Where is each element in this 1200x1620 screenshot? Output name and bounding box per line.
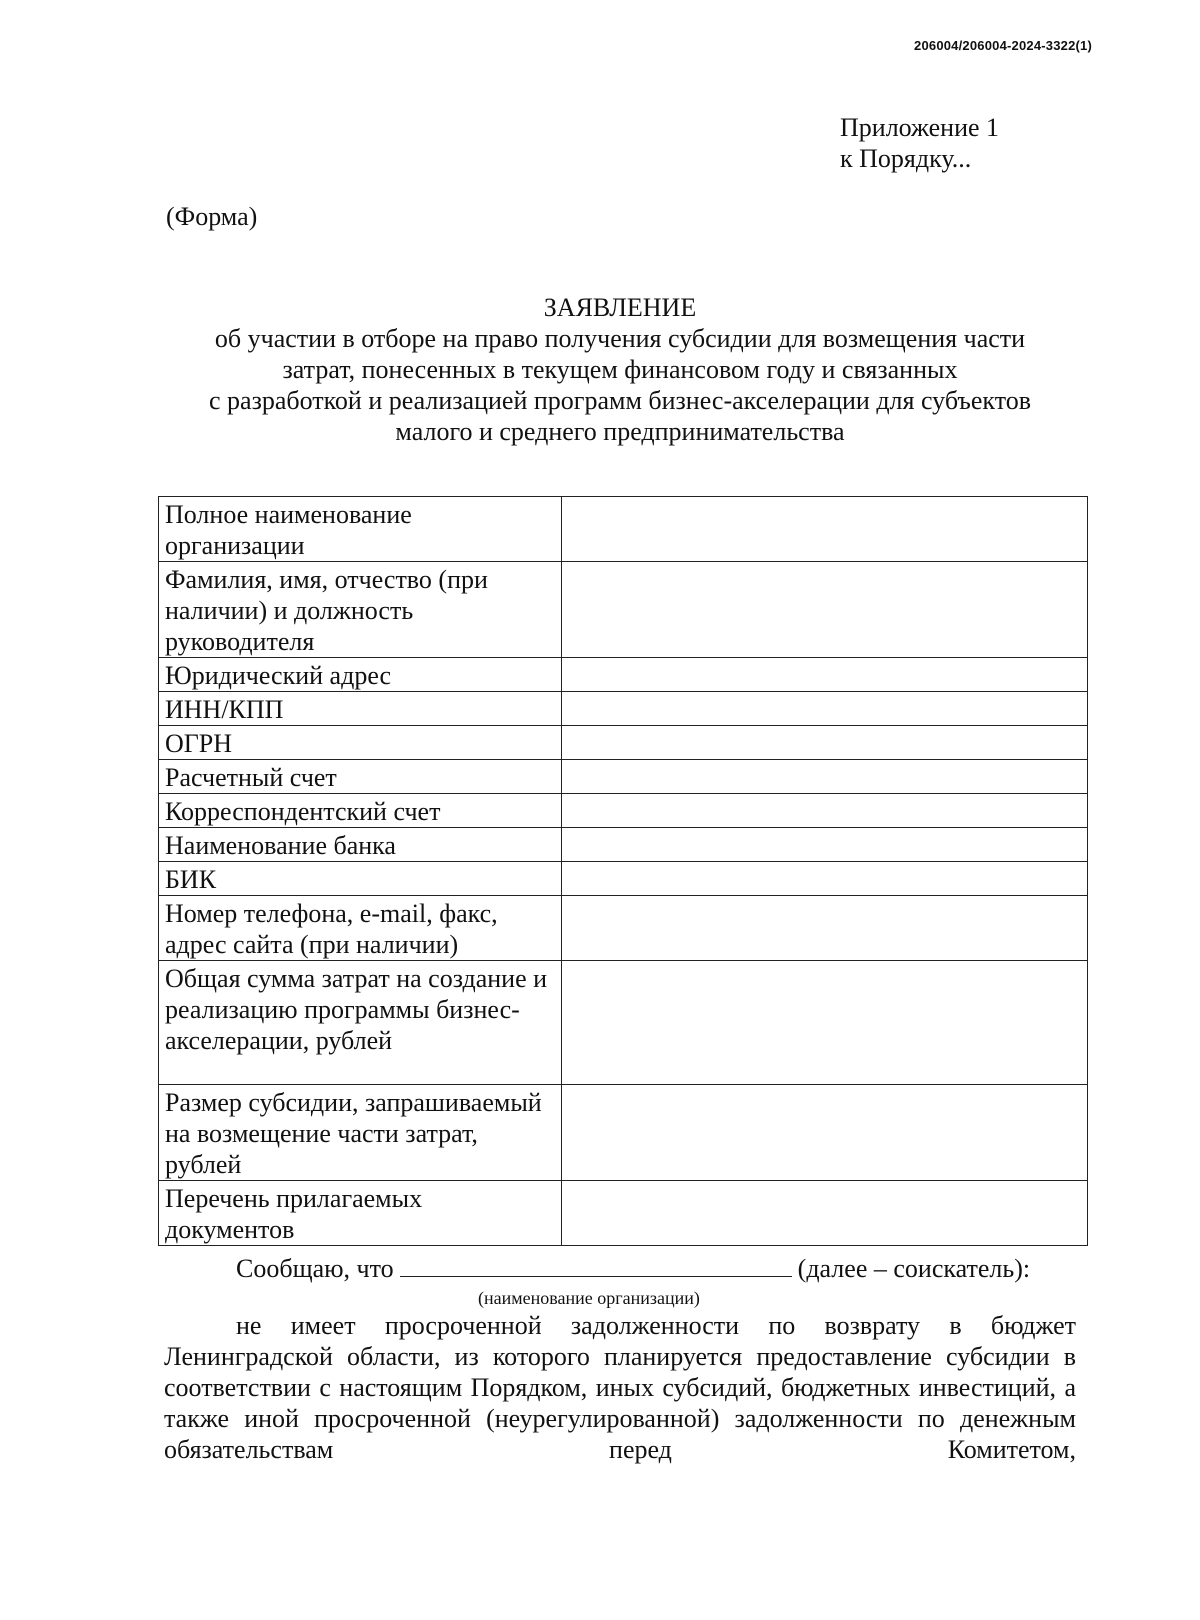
row-label: Номер телефона, e-mail, факс, адрес сайта (при наличии) <box>159 896 562 961</box>
row-label: Расчетный счет <box>159 760 562 794</box>
table-row <box>159 862 1088 896</box>
application-form-table <box>158 496 1088 1246</box>
row-value-field[interactable] <box>561 794 1087 828</box>
table-row <box>159 658 1088 692</box>
subtitle-line: с разработкой и реализацией программ бизнес-акселерации для субъектов <box>208 386 1031 415</box>
table-row <box>159 760 1088 794</box>
row-label: Общая сумма затрат на создание и реализацию программы бизнес-акселерации, рублей <box>159 961 562 1085</box>
row-label: Полное наименование организации <box>159 497 562 562</box>
table-row <box>159 1181 1088 1246</box>
row-label: Фамилия, имя, отчество (при наличии) и должность руководителя <box>159 562 562 658</box>
document-id: 206004/206004-2024-3322(1) <box>914 38 1092 53</box>
organization-name-blank[interactable] <box>400 1254 792 1277</box>
table-row <box>159 1085 1088 1181</box>
row-value-field[interactable] <box>561 1181 1087 1246</box>
row-value-field[interactable] <box>561 1085 1087 1181</box>
row-label: ИНН/КПП <box>159 692 562 726</box>
row-value-field[interactable] <box>561 862 1087 896</box>
appendix-reference <box>840 112 999 174</box>
row-value-field[interactable] <box>561 896 1087 961</box>
report-suffix: (далее – соискатель): <box>797 1254 1031 1283</box>
row-value-field[interactable] <box>561 961 1087 1085</box>
subtitle-line: затрат, понесенных в текущем финансовом году и связанных <box>282 355 958 384</box>
row-label: ОГРН <box>159 726 562 760</box>
subtitle-line: малого и среднего предпринимательства <box>395 417 845 446</box>
document-title <box>150 292 1090 447</box>
row-label: Наименование банка <box>159 828 562 862</box>
row-label: Перечень прилагаемых документов <box>159 1181 562 1246</box>
table-row <box>159 896 1088 961</box>
table-row <box>159 692 1088 726</box>
report-prefix: Сообщаю, что <box>236 1254 394 1283</box>
row-value-field[interactable] <box>561 692 1087 726</box>
row-label: БИК <box>159 862 562 896</box>
title-heading: ЗАЯВЛЕНИЕ <box>543 293 697 322</box>
table-row <box>159 497 1088 562</box>
form-label: (Форма) <box>166 202 258 231</box>
row-value-field[interactable] <box>561 562 1087 658</box>
report-statement <box>236 1254 1076 1284</box>
subtitle-line: об участии в отборе на право получения субсидии для возмещения части <box>214 324 1026 353</box>
row-value-field[interactable] <box>561 726 1087 760</box>
row-label: Корреспондентский счет <box>159 794 562 828</box>
organization-name-caption: (наименование организации) <box>478 1288 700 1308</box>
table-row <box>159 794 1088 828</box>
table-row <box>159 961 1088 1085</box>
table-row <box>159 726 1088 760</box>
table-row <box>159 562 1088 658</box>
row-label: Размер субсидии, запрашиваемый на возмещение части затрат, рублей <box>159 1085 562 1181</box>
row-value-field[interactable] <box>561 497 1087 562</box>
row-value-field[interactable] <box>561 760 1087 794</box>
table-row <box>159 828 1088 862</box>
row-label: Юридический адрес <box>159 658 562 692</box>
appendix-line-2: к Порядку... <box>840 144 972 173</box>
row-value-field[interactable] <box>561 828 1087 862</box>
body-paragraph: не имеет просроченной задолженности по возврату в бюджет Ленинградской области, из которого планируется предоставление субсидии в соответствии с настоящим Порядком, иных субсидий, бюджетных инвестиций, а также иной просроченной (неурегулированной) задолженности по денежным обязательствам перед Комитетом, <box>164 1311 1076 1464</box>
row-value-field[interactable] <box>561 658 1087 692</box>
appendix-line-1: Приложение 1 <box>840 113 1000 142</box>
